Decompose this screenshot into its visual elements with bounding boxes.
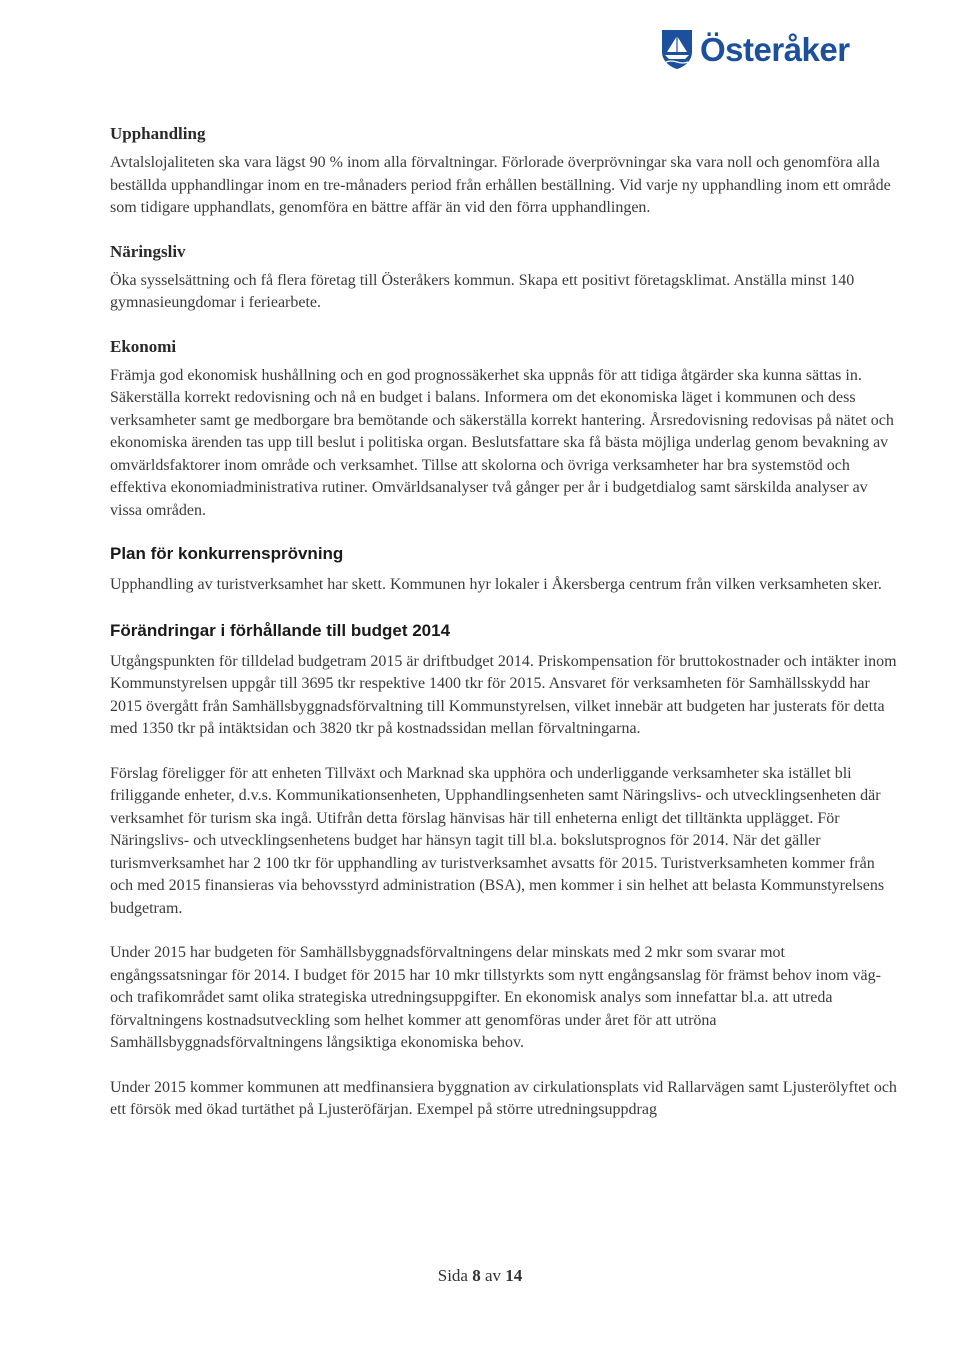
section-paragraph: Förslag föreligger för att enheten Tillväxt och Marknad ska upphöra och underliggande verksamheter ska istället bli friliggande enheter, d.v.s. Kommunikationsenheten, Upphandlingsenheten samt Näringslivs- och utvecklingsenheten där verksamhet för turism ska ingå. Utifrån detta förslag hänvisas här till enheterna enligt det tilltänkta upplägget. För Näringslivs- och utvecklingsenhetens budget har hänsyn tagit till bl.a. bokslutsprognos för 2014. När det gäller turismverksamhet har 2 100 tkr för upphandling av turistverksamhet avsatts för 2015. Turistverksamheten kommer från och med 2015 finansieras via behovsstyrd administration (BSA), men kommer i sin helhet att belasta Kommunstyrelsens budgetram.	[110, 764, 885, 917]
section-forandringar	[110, 621, 900, 1122]
section-heading: Plan för konkurrensprövning	[110, 544, 344, 563]
section-plan-konkurrensprovning	[110, 544, 900, 597]
section-heading: Förändringar i förhållande till budget 2014	[110, 620, 451, 640]
municipal-shield-icon	[660, 28, 694, 70]
logo-text: Österåker	[700, 30, 850, 68]
page-number	[0, 1266, 960, 1286]
section-paragraph: Under 2015 kommer kommunen att medfinansiera byggnation av cirkulationsplats vid Rallarvägen samt Ljusterölyftet och ett försök med ökad turtäthet på Ljusteröfärjan. Exempel på större utredningsuppdrag	[110, 1078, 897, 1118]
section-heading: Upphandling	[110, 124, 206, 143]
page-prefix: Sida	[437, 1266, 468, 1285]
section-paragraph: Främja god ekonomisk hushållning och en god prognossäkerhet ska uppnås för att tidiga åtgärder ska kunna sättas in. Säkerställa korrekt redovisning och nå en budget i balans. Informera om det ekonomiska läget i kommunen och dess verksamheter samt ge medborgare bra bemötande och säkerställa korrekt hantering. Årsredovisning redovisas på nätet och ekonomiska ärenden tas upp till beslut i politiska organ. Beslutsfattare ska få bästa möjliga underlag genom bevakning av omvärldsfaktorer inom område och verksamhet. Tillse att skolorna och övriga verksamheter har bra systemstöd och effektiva ekonomiadministrativa rutiner. Omvärldsanalyser två gånger per år i budgetdialog samt särskilda analyser av vissa områden.	[110, 366, 894, 519]
section-upphandling	[110, 124, 900, 220]
page-content	[110, 124, 900, 1122]
osteraker-logo	[660, 28, 850, 70]
current-page: 8	[472, 1266, 481, 1285]
section-heading: Näringsliv	[110, 241, 186, 261]
section-paragraph: Utgångspunkten för tilldelad budgetram 2015 är driftbudget 2014. Priskompensation för bruttokostnader och intäkter inom Kommunstyrelsen uppgår till 3695 tkr respektive 1400 tkr för 2015. Ansvaret för verksamheten för Samhällsskydd har 2015 övergått från Samhällsbyggnadsförvaltning till Kommunstyrelsen, vilket innebär att budgeten har justerats för detta med 1350 tkr på intäktsidan och 3820 tkr på kostnadssidan mellan förvaltningarna.	[110, 652, 897, 737]
section-ekonomi	[110, 337, 900, 523]
total-pages: 14	[505, 1266, 523, 1285]
section-paragraph: Under 2015 har budgeten för Samhällsbyggnadsförvaltningens delar minskats med 2 mkr som svarar mot engångssatsningar för 2014. I budget för 2015 har 10 mkr tillstyrkts som nytt engångsanslag för främst behov inom väg- och trafikområdet samt olika strategiska utredningsuppgifter. En ekonomisk analys som innefattar bl.a. att utreda förvaltningens kostnadsutveckling som helhet kommer att genomföras under året för att utröna Samhällsbyggnadsförvaltningens långsiktiga ekonomiska behov.	[110, 944, 881, 1051]
section-paragraph: Upphandling av turistverksamhet har skett. Kommunen hyr lokaler i Åkersberga centrum från vilken verksamheten sker.	[110, 576, 882, 593]
section-paragraph: Öka sysselsättning och få flera företag till Österåkers kommun. Skapa ett positivt företagsklimat. Anställa minst 140 gymnasieungdomar i feriearbete.	[110, 271, 855, 311]
section-heading: Ekonomi	[110, 336, 177, 356]
section-paragraph: Avtalslojaliteten ska vara lägst 90 % inom alla förvaltningar. Förlorade överprövningar ska vara noll och genomföra alla beställda upphandlingar inom en tre-månaders period från erhållen beställning. Vid varje ny upphandling inom ett område som tidigare upphandlats, genomföra en bättre affär än vid den förra upphandlingen.	[110, 154, 891, 216]
page-separator: av	[484, 1266, 502, 1285]
section-naringsliv	[110, 242, 900, 315]
